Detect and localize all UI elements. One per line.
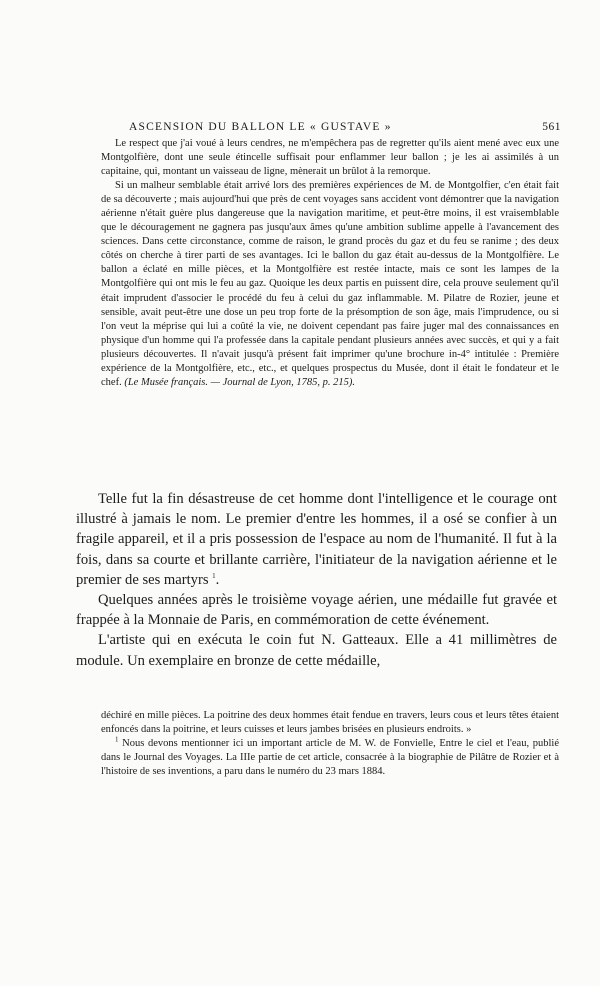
quote-paragraph-1: Le respect que j'ai voué à leurs cendres, ne m'empêchera pas de regretter qu'ils aient mené avec eux une Montgolfière, dont une seule étincelle suffisait pour enflammer leur ballon ; je les ai assimilés à un capitaine, qui, montant un vaisseau de ligne, mènerait un brûlot à la remorque. (101, 138, 559, 178)
running-title: ASCENSION DU BALLON LE « GUSTAVE » (129, 121, 392, 133)
quote-paragraph-2 (101, 179, 559, 390)
body-paragraph-2: Quelques années après le troisième voyage aérien, une médaille fut gravée et frappée à la Monnaie de Paris, en commémoration de cette événement. (76, 592, 557, 629)
footnote-1-text: Nous devons mentionner ici un important article de M. W. de Fonvielle, Entre le ciel et l'eau, publié dans le Journal des Voyages. La IIIe partie de cet article, consacrée à la biographie de Pilâtre de Rozier et à l'histoire de ses inventions, a paru dans le numéro du 23 mars 1884. (101, 738, 559, 778)
quoted-passage (101, 137, 559, 390)
body-paragraph-1: Telle fut la fin désastreuse de cet homme dont l'intelligence et le courage ont illustré à jamais le nom. Le premier d'entre les hommes, il a osé se confier à un fragile appareil, et il a pris possession de l'espace au nom de l'humanité. Il fut à la fois, dans sa courte et brillante carrière, l'initiateur de la navigation aérienne et le premier de ses martyrs $^1$. (76, 491, 557, 588)
footnotes (101, 709, 559, 779)
footnote-ref-1: 1 (212, 571, 216, 580)
footnote-1-mark: 1 (115, 735, 119, 744)
page-number: 561 (542, 121, 561, 133)
body-paragraph-1-text: Telle fut la fin désastreuse de cet homme dont l'intelligence et le courage ont illustré à jamais le nom. Le premier d'entre les hommes, il a osé se confier à un fragile appareil, et il a pris possession de l'espace au nom de l'humanité. Il fut à la fois, dans sa courte et brillante carrière, l'initiateur de la navigation aérienne et le premier de ses martyrs (76, 491, 557, 588)
footnote-1 (101, 737, 559, 779)
quote-citation: (Le Musée français. — Journal de Lyon, 1785, p. 215). (124, 376, 355, 388)
body-paragraph-3: L'artiste qui en exécuta le coin fut N. Gatteaux. Elle a 41 millimètres de module. Un exemplaire en bronze de cette médaille, (76, 632, 557, 669)
footnote-continuation: déchiré en mille pièces. La poitrine des deux hommes était fendue en travers, leurs cous et leurs têtes étaient enfoncés dans la poitrine, et leurs cuisses et leurs jambes brisées en plusieurs endroits. » (101, 710, 559, 736)
main-text (76, 489, 557, 671)
quote-paragraph-2-text: Si un malheur semblable était arrivé lors des premières expériences de M. de Montgolfier, c'en était fait de sa découverte ; mais aujourd'hui que près de cent voyages sans accident vont démontrer que la navigation aérienne n'était guère plus dangereuse que la navigation maritime, et peut-être moins, il est vraisemblable que le découragement ne gagnera pas jusqu'aux âmes qu'une ambition sublime appelle à l'avancement des sciences. Dans cette circonstance, comme de raison, le grand procès du gaz et du feu se ranime ; des deux côtés on cherche à tirer parti de ses avantages. Ici le ballon du gaz était au-dessus de la Montgolfière. Le ballon a éclaté en mille pièces, et la Montgolfière est restée intacte, mais ce sont les lampes de la Montgolfière qui ont mis le feu au gaz. Quoique les deux partis en puissent dire, cela prouve seulement qu'il était imprudent d'associer le procédé du feu à celui du gaz inflammable. M. Pilatre de Rozier, jeune et sensible, avait peut-être une dose un peu trop forte de la présomption de son âge, mais l'imprudence, ou si l'on veut la méprise qui lui a coûté la vie, ne doivent cependant pas faire juger mal des connaissances en physique d'un homme qui l'a professée dans la capitale pendant plusieurs années avec succès, et qui y a fait plusieurs découvertes. Il n'avait jusqu'à présent fait imprimer qu'une brochure in-4° intitulée : Première expérience de la Montgolfière, etc., etc., et quelques prospectus du Musée, dont il était le fondateur et le chef. (101, 180, 559, 388)
